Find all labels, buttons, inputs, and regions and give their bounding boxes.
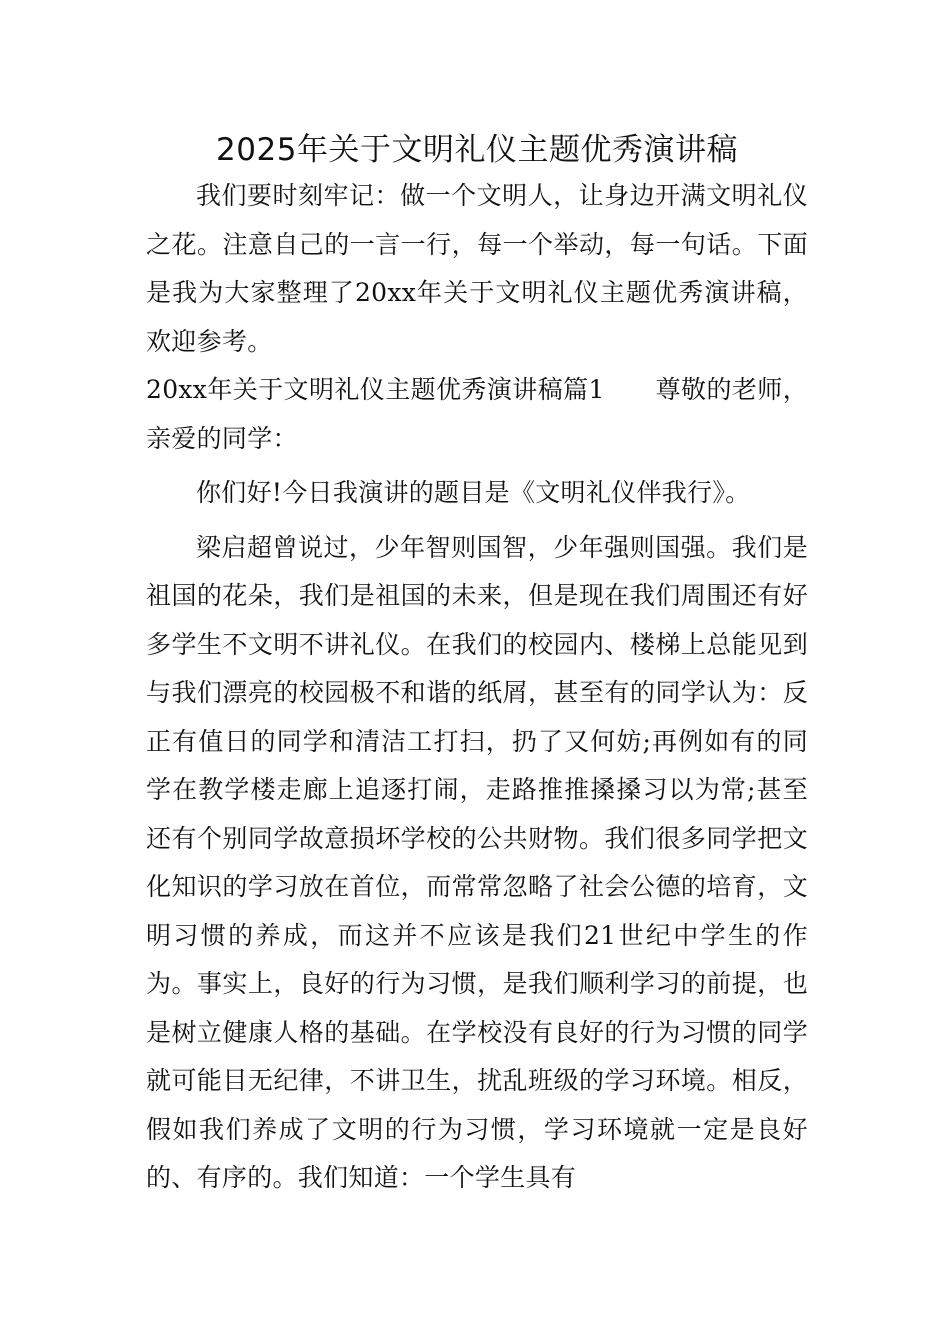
document-page	[146, 128, 808, 1203]
document-title: 2025年关于文明礼仪主题优秀演讲稿	[216, 132, 738, 168]
greeting-paragraph: 你们好!今日我演讲的题目是《文明礼仪伴我行》。	[196, 478, 751, 507]
body-paragraph: 梁启超曾说过，少年智则国智，少年强则国强。我们是祖国的花朵，我们是祖国的未来，但是现在我们周围还有好多学生不文明不讲礼仪。在我们的校园内、楼梯上总能见到与我们漂亮的校园极不和谐的纸屑，甚至有的同学认为：反正有值日的同学和清洁工打扫，扔了又何妨;再例如有的同学在教学楼走廊上追逐打闹，走路推推搡搡习以为常;甚至还有个别同学故意损坏学校的公共财物。我们很多同学把文化知识的学习放在首位，而常常忽略了社会公德的培育，文明习惯的养成，而这并不应该是我们21世纪中学生的作为。事实上，良好的行为习惯，是我们顺利学习的前提，也是树立健康人格的基础。在学校没有良好的行为习惯的同学就可能目无纪律，不讲卫生，扰乱班级的学习环境。相反，假如我们养成了文明的行为习惯，学习环境就一定是良好的、有序的。我们知道：一个学生具有	[146, 532, 808, 1192]
intro-paragraph: 我们要时刻牢记：做一个文明人，让身边开满文明礼仪之花。注意自己的一言一行，每一个举动，每一句话。下面是我为大家整理了20xx年关于文明礼仪主题优秀演讲稿，欢迎参考。	[146, 181, 808, 356]
section-heading: 20xx年关于文明礼仪主题优秀演讲稿篇1 尊敬的老师，亲爱的同学：	[146, 375, 808, 453]
